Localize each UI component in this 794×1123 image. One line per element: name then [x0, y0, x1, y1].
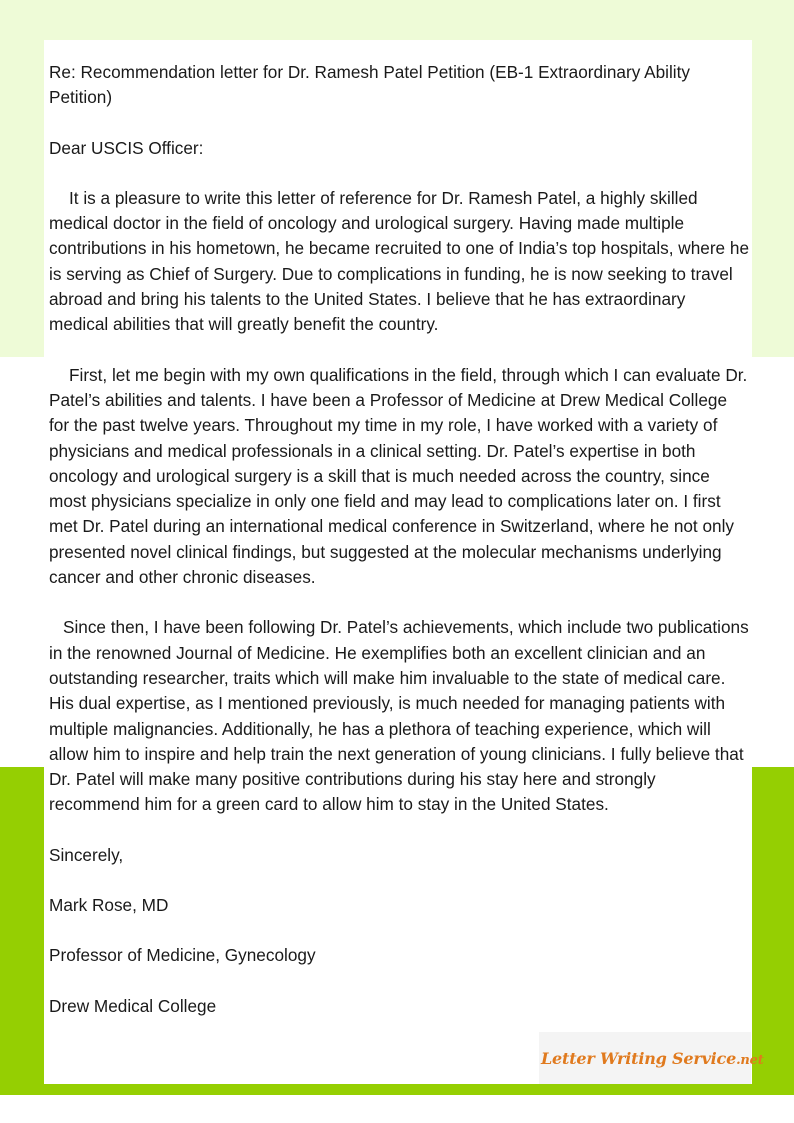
letter-paragraph-1: It is a pleasure to write this letter of reference for Dr. Ramesh Patel, a highly skilled medical doctor in the field of oncology and urological surgery. Having made multiple contributions in his hometown, he became recruited to one of India’s top hospitals, where he is serving as Chief of Surgery. Due to complications in funding, he is now seeking to travel abroad and bring his talents to the United States. I believe that he has extraordinary medical abilities that will greatly benefit the country. — [49, 187, 750, 335]
background-bottom-strip — [0, 1095, 794, 1123]
signature-institution: Drew Medical College — [49, 995, 217, 1016]
logo-suffix: .net — [736, 1052, 764, 1068]
signature-name: Mark Rose, MD — [49, 895, 169, 916]
logo-text — [541, 1049, 764, 1068]
signature-title: Professor of Medicine, Gynecology — [49, 945, 316, 966]
letter-writing-service-logo[interactable] — [539, 1032, 764, 1084]
letter-body — [49, 60, 749, 1019]
logo-name: Letter Writing Service — [541, 1048, 737, 1068]
letter-paragraph-3: Since then, I have been following Dr. Patel’s achievements, which include two publications in the renowned Journal of Medicine. He exemplifies both an excellent clinician and an outstanding researcher, traits which will make him invaluable to the state of medical care. His dual expertise, as I mentioned previously, is much needed for managing patients with multiple malignancies. Additionally, he has a plethora of teaching experience, which will allow him to inspire and help train the next generation of young clinicians. I fully believe that Dr. Patel will make many positive contributions during his stay here and strongly recommend him for a green card to allow him to stay in the United States. — [49, 617, 749, 815]
letter-paragraph-2: First, let me begin with my own qualifications in the field, through which I can evaluate Dr. Patel’s abilities and talents. I have been a Professor of Medicine at Drew Medical College for the past twelve years. Throughout my time in my role, I have worked with a variety of physicians and medical professionals in a clinical setting. Dr. Patel’s expertise in both oncology and urological surgery is a skill that is much needed across the country, since most physicians specialize in only one field and may lead to complications later on. I first met Dr. Patel during an international medical conference in Switzerland, where he not only presented novel clinical findings, but suggested at the molecular mechanisms underlying cancer and other chronic diseases. — [49, 364, 748, 588]
letter-closing: Sincerely, — [49, 844, 124, 865]
letter-salutation: Dear USCIS Officer: — [49, 137, 204, 158]
letter-subject: Re: Recommendation letter for Dr. Ramesh Patel Petition (EB-1 Extraordinary Ability Petition) — [49, 62, 690, 108]
